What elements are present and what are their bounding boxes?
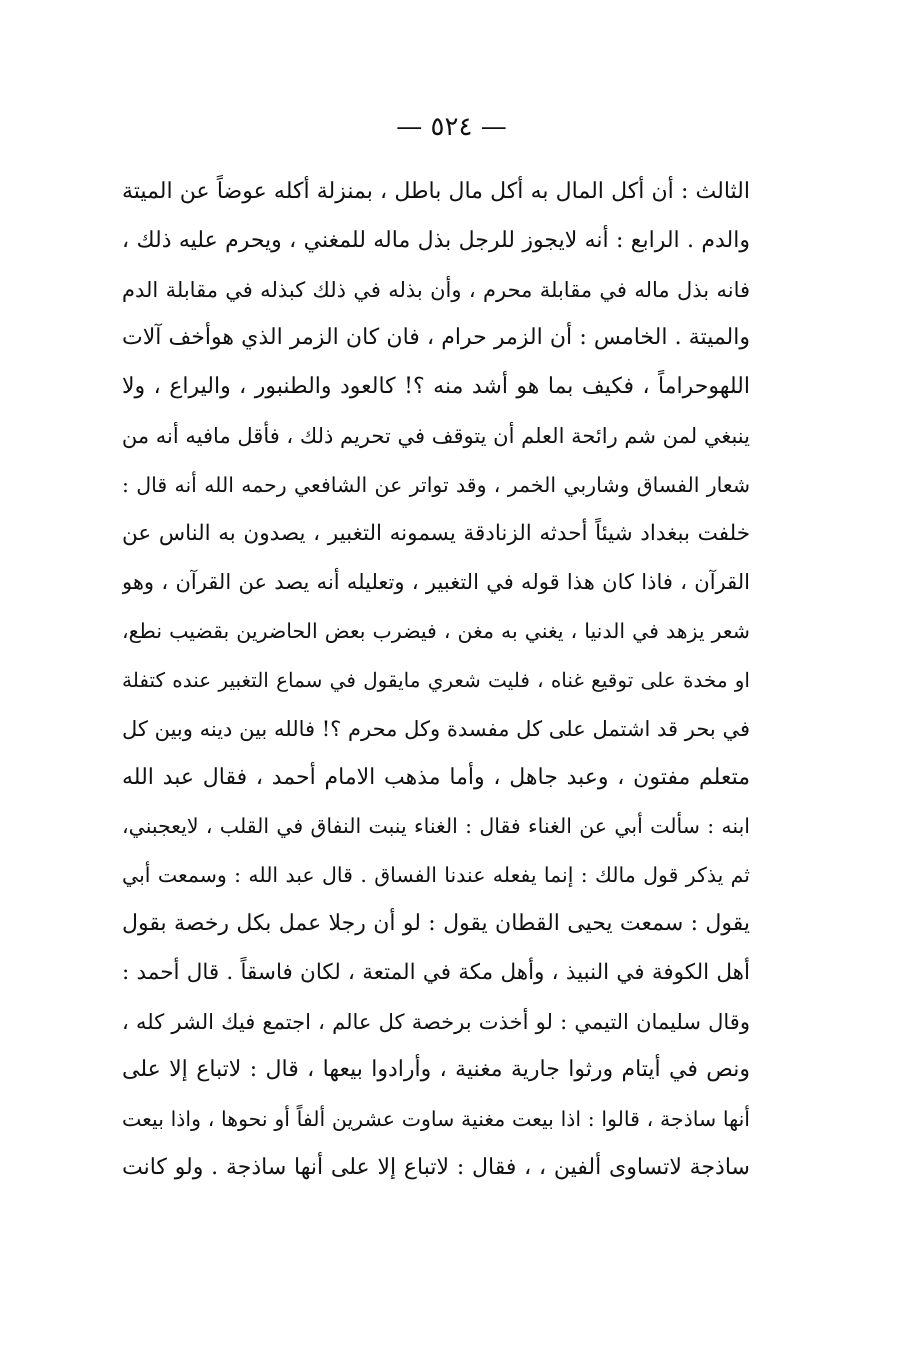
text-line-4: والميتة . الخامس : أن الزمر حرام ، فان كان الزمر الذي هوأخف آلات (122, 325, 750, 351)
page-number: — ٥٢٤ — (396, 112, 507, 142)
text-line-11: او مخدة على توقيع غناه ، فليت شعري مايقول في سماع التغبير عنده كتفلة (122, 667, 750, 692)
text-line-6: ينبغي لمن شم رائحة العلم أن يتوقف في تحريم ذلك ، فأقل مافيه أنه من (122, 423, 750, 448)
text-line-8: خلفت ببغداد شيئاً أحدثه الزنادقة يسمونه التغبير ، يصدون به الناس عن (122, 520, 750, 546)
body-text (122, 168, 750, 1193)
text-line-19: ونص في أيتام ورثوا جارية مغنية ، وأرادوا بيعها ، قال : لاتباع إلا على (122, 1057, 750, 1083)
text-line-16: يقول : سمعت يحيى القطان يقول : لو أن رجلا عمل بكل رخصة بقول (122, 910, 750, 936)
text-line-17: أهل الكوفة في النبيذ ، وأهل مكة في المتعة ، لكان فاسقاً . قال أحمد : (122, 959, 750, 985)
text-line-13: متعلم مفتون ، وعبد جاهل ، وأما مذهب الامام أحمد ، فقال عبد الله (122, 764, 750, 790)
text-line-7: شعار الفساق وشاربي الخمر ، وقد تواتر عن الشافعي رحمه الله أنه قال : (122, 472, 750, 497)
text-line-12: في بحر قد اشتمل على كل مفسدة وكل محرم ؟! فالله بين دينه وبين كل (122, 716, 750, 741)
text-line-18: وقال سليمان التيمي : لو أخذت برخصة كل عالم ، اجتمع فيك الشر كله ، (122, 1009, 750, 1034)
text-line-5: اللهوحراماً ، فكيف بما هو أشد منه ؟! كالعود والطنبور ، واليراع ، ولا (122, 374, 750, 400)
text-line-2: والدم . الرابع : أنه لايجوز للرجل بذل ماله للمغني ، ويحرم عليه ذلك ، (122, 227, 750, 253)
text-line-21: ساذجة لاتساوى ألفين ، ، فقال : لاتباع إلا على أنها ساذجة . ولو كانت (122, 1154, 750, 1180)
text-line-3: فانه بذل ماله في مقابلة محرم ، وأن بذله في ذلك كبذله في مقابلة الدم (122, 277, 750, 302)
text-line-9: القرآن ، فاذا كان هذا قوله في التغبير ، وتعليله أنه يصد عن القرآن ، وهو (122, 570, 750, 595)
text-line-15: ثم يذكر قول مالك : إنما يفعله عندنا الفساق . قال عبد الله : وسمعت أبي (122, 863, 750, 888)
text-line-20: أنها ساذجة ، قالوا : اذا بيعت مغنية ساوت عشرين ألفاً أو نحوها ، واذا بيعت (122, 1107, 750, 1132)
text-line-1: الثالث : أن أكل المال به أكل مال باطل ، بمنزلة أكله عوضاً عن الميتة (122, 179, 750, 204)
text-line-10: شعر يزهد في الدنيا ، يغني به مغن ، فيضرب بعض الحاضرين بقضيب نطع، (122, 619, 750, 644)
text-line-14: ابنه : سألت أبي عن الغناء فقال : الغناء ينبت النفاق في القلب ، لايعجبني، (122, 814, 750, 839)
